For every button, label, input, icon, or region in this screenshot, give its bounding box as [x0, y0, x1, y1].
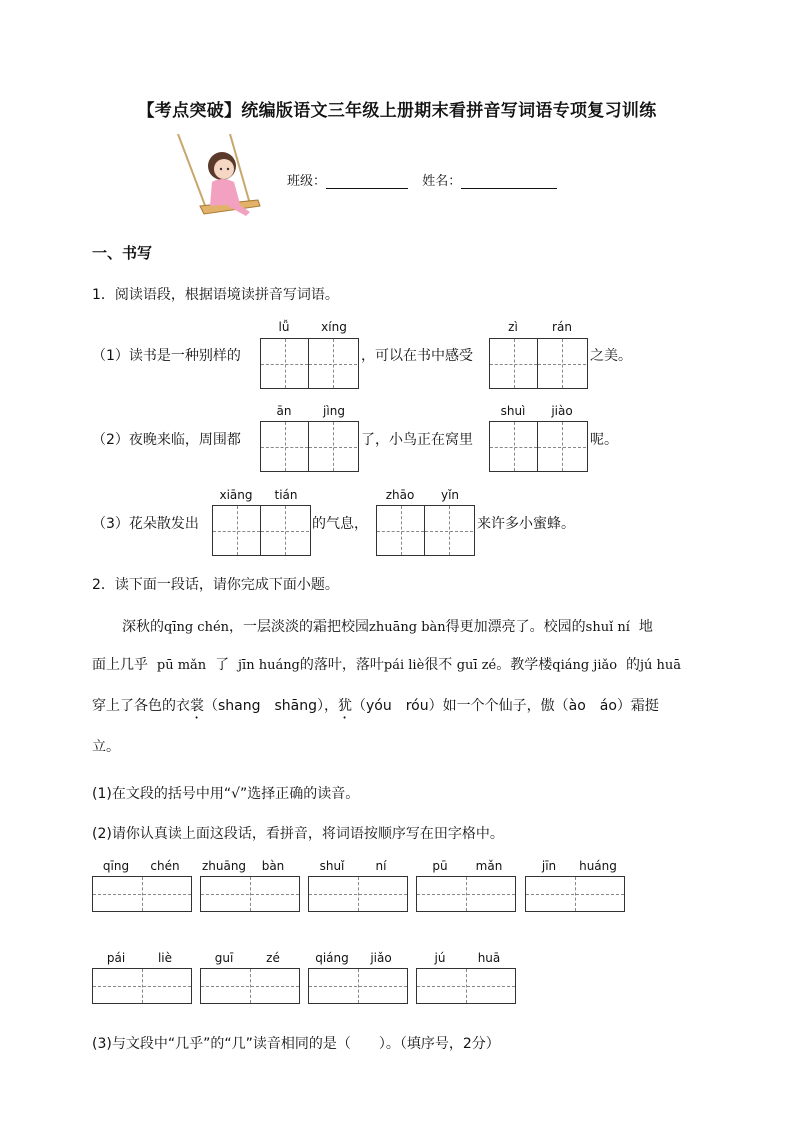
q1-s1-text-c: 之美。 — [590, 348, 632, 364]
q1-s3-text-a: （3）花朵散发出 — [92, 516, 199, 532]
pinyin: bàn — [261, 859, 285, 873]
tianzige-box[interactable] — [92, 968, 192, 1004]
pinyin: mǎn — [475, 859, 503, 873]
passage-line-1: 深秋的qīng chén，一层淡淡的霜把校园zhuāng bàn得更加漂亮了。校园的shuǐ ní 地 — [122, 619, 653, 635]
tianzige-box[interactable] — [525, 876, 625, 912]
tianzige-box[interactable] — [92, 876, 192, 912]
pinyin: zé — [266, 951, 280, 965]
passage-line-4: 立。 — [92, 739, 120, 755]
tianzige-box[interactable] — [200, 876, 300, 912]
tianzige-box[interactable] — [308, 876, 408, 912]
pinyin: jìng — [323, 404, 345, 418]
name-blank[interactable] — [461, 174, 557, 189]
pinyin: xiāng — [219, 488, 253, 502]
tianzige-box[interactable] — [212, 505, 311, 556]
pinyin: huā — [477, 951, 501, 965]
tianzige-box[interactable] — [489, 338, 588, 389]
passage-line-2: 面上几乎 pū mǎn 了 jīn huáng的落叶，落叶pái liè很不 guī zé。教学楼qiáng jiǎo 的jú huā — [92, 657, 682, 673]
tianzige-box[interactable] — [376, 505, 475, 556]
page-title: 【考点突破】统编版语文三年级上册期末看拼音写词语专项复习训练 — [137, 101, 657, 121]
pinyin: xíng — [321, 320, 347, 334]
pinyin: ān — [276, 404, 292, 418]
q1-s3-text-c: 来许多小蜜蜂。 — [477, 516, 575, 532]
sub-question-1: (1)在文段的括号中用“√”选择正确的读音。 — [92, 786, 360, 802]
sub-question-3: (3)与文段中“几乎”的“几”读音相同的是（ ）。（填序号，2分） — [92, 1036, 500, 1052]
pinyin: qīng — [102, 859, 130, 873]
girl-on-swing-illustration — [170, 134, 266, 226]
passage-line-3: 穿上了各色的衣裳（shang shāng），犹（yóu róu）如一个个仙子，傲（ào áo）霜挺 — [92, 698, 659, 714]
tianzige-box[interactable] — [260, 421, 359, 472]
pinyin: pái — [106, 951, 126, 965]
pinyin: guī — [214, 951, 234, 965]
q1-s2-text-b: 了，小鸟正在窝里 — [361, 432, 473, 448]
q1-s2-text-c: 呢。 — [590, 432, 618, 448]
pinyin: jīn — [541, 859, 557, 873]
q1-s1-text-b: ，可以在书中感受 — [361, 348, 473, 364]
pinyin: zhāo — [385, 488, 415, 502]
pinyin: jiǎo — [370, 951, 392, 965]
pinyin: tián — [274, 488, 298, 502]
pinyin: lǚ — [278, 320, 290, 334]
pinyin: jú — [434, 951, 446, 965]
pinyin: yǐn — [440, 488, 460, 502]
class-label: 班级： — [287, 174, 327, 189]
class-name-line — [287, 170, 557, 189]
pinyin: liè — [157, 951, 173, 965]
tianzige-box[interactable] — [308, 968, 408, 1004]
pinyin: jiào — [551, 404, 573, 418]
pinyin: pū — [432, 859, 448, 873]
pinyin: qiáng — [315, 951, 349, 965]
pinyin: rán — [552, 320, 572, 334]
pinyin: zhuāng — [201, 859, 247, 873]
tianzige-box[interactable] — [200, 968, 300, 1004]
pinyin: chén — [150, 859, 180, 873]
tianzige-box[interactable] — [260, 338, 359, 389]
name-label: 姓名： — [422, 174, 462, 189]
pinyin: zì — [508, 320, 518, 334]
q1-s1-text-a: （1）读书是一种别样的 — [92, 348, 241, 364]
section-heading: 一、书写 — [92, 244, 153, 262]
q1-s2-text-a: （2）夜晚来临，周围都 — [92, 432, 241, 448]
q1-s3-text-b: 的气息， — [312, 516, 368, 532]
pinyin: ní — [375, 859, 387, 873]
pinyin: huáng — [579, 859, 617, 873]
question-2-prompt: 2．读下面一段话，请你完成下面小题。 — [92, 577, 339, 593]
class-blank[interactable] — [326, 174, 408, 189]
tianzige-box[interactable] — [489, 421, 588, 472]
tianzige-box[interactable] — [416, 968, 516, 1004]
question-1-prompt: 1．阅读语段，根据语境读拼音写词语。 — [92, 287, 339, 303]
tianzige-box[interactable] — [416, 876, 516, 912]
pinyin: shuǐ — [319, 859, 345, 873]
sub-question-2: (2)请你认真读上面这段话，看拼音，将词语按顺序写在田字格中。 — [92, 826, 504, 842]
pinyin: shuì — [500, 404, 526, 418]
